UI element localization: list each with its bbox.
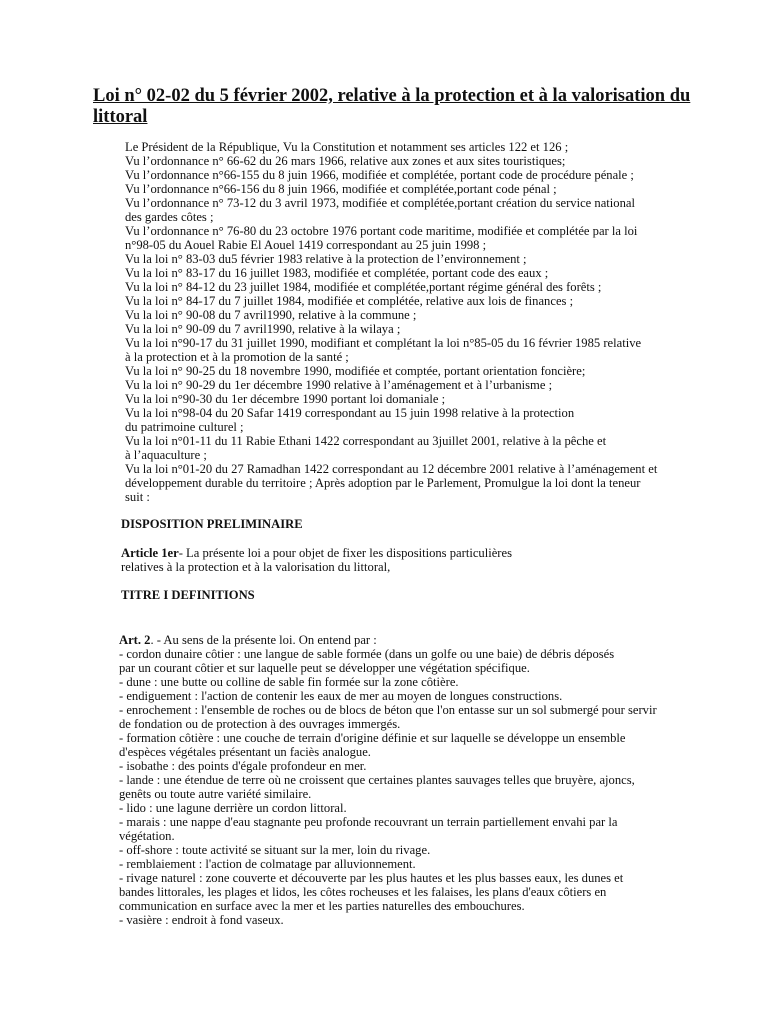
preamble-line: Vu l’ordonnance n°66-156 du 8 juin 1966, modifiée et complétée,portant code pénal ; — [125, 182, 557, 196]
preamble-line: Vu la loi n°90-30 du 1er décembre 1990 portant loi domaniale ; — [125, 392, 446, 406]
preamble-line: Vu l’ordonnance n° 66-62 du 26 mars 1966, relative aux zones et aux sites touristiques; — [125, 154, 566, 168]
article-1-label: Article 1er — [121, 546, 179, 560]
preamble-line: Vu la loi n° 83-03 du5 février 1983 relative à la protection de l’environnement ; — [125, 252, 527, 266]
definition-line: - formation côtière : une couche de terrain d'origine définie et sur laquelle se développe un ensemble — [119, 731, 626, 745]
preamble-line: Vu la loi n°90-17 du 31 juillet 1990, modifiant et complétant la loi n°85-05 du 16 février 1985 relative — [125, 336, 642, 350]
preamble-line: Le Président de la République, Vu la Constitution et notamment ses articles 122 et 126 ; — [125, 140, 569, 154]
preamble-line: Vu la loi n° 84-12 du 23 juillet 1984, modifiée et complétée,portant régime général des forêts ; — [125, 280, 602, 294]
article-1-text: relatives à la protection et à la valorisation du littoral, — [121, 560, 391, 574]
definition-line: communication en surface avec la mer et les parties naturelles des embouchures. — [119, 899, 525, 913]
definition-line: - remblaiement : l'action de colmatage par alluvionnement. — [119, 857, 416, 871]
document-title: Loi n° 02-02 du 5 février 2002, relative à la protection et à la valorisation du littoral — [93, 86, 691, 127]
preamble-line: Vu la loi n° 84-17 du 7 juillet 1984, modifiée et complétée, relative aux lois de finances ; — [125, 294, 574, 308]
preamble-line: à l’aquaculture ; — [125, 448, 207, 462]
definition-line: - lande : une étendue de terre où ne croissent que certaines plantes sauvages telles que bruyère, ajoncs, — [119, 773, 635, 787]
definition-line: - enrochement : l'ensemble de roches ou de blocs de béton que l'on entasse sur un sol submergé pour servir — [119, 703, 657, 717]
article-2-label: Art. 2 — [119, 633, 151, 647]
definition-line: - dune : une butte ou colline de sable fin formée sur la zone côtière. — [119, 675, 459, 689]
definition-line: - marais : une nappe d'eau stagnante peu profonde recouvrant un terrain partiellement envahi par la — [119, 815, 618, 829]
definition-line: bandes littorales, les plages et lidos, les côtes rocheuses et les falaises, les plans d'eaux côtiers en — [119, 885, 607, 899]
definition-line: - off-shore : toute activité se situant sur la mer, loin du rivage. — [119, 843, 431, 857]
preamble-line: Vu l’ordonnance n°66-155 du 8 juin 1966, modifiée et complétée, portant code de procédure pénale ; — [125, 168, 634, 182]
preamble-line: Vu la loi n°01-11 du 11 Rabie Ethani 1422 correspondant au 3juillet 2001, relative à la pêche et — [125, 434, 607, 448]
titre-1-heading: TITRE I DEFINITIONS — [121, 588, 255, 602]
definition-line: d'espèces végétales présentant un faciès analogue. — [119, 745, 371, 759]
definition-line: - cordon dunaire côtier : une langue de sable formée (dans un golfe ou une baie) de débris déposés — [119, 647, 615, 661]
definition-line: - vasière : endroit à fond vaseux. — [119, 913, 284, 927]
definition-line: - rivage naturel : zone couverte et découverte par les plus hautes et les plus basses eaux, les dunes et — [119, 871, 624, 885]
preamble-line: développement durable du territoire ; Après adoption par le Parlement, Promulgue la loi dont la teneur — [125, 476, 641, 490]
definition-line: végétation. — [119, 829, 175, 843]
article-1-text: - La présente loi a pour objet de fixer les dispositions particulières — [178, 546, 512, 560]
preamble-line: Vu la loi n°98-04 du 20 Safar 1419 correspondant au 15 juin 1998 relative à la protection — [125, 406, 575, 420]
definition-line: genêts ou toute autre variété similaire. — [119, 787, 312, 801]
definition-line: - endiguement : l'action de contenir les eaux de mer au moyen de longues constructions. — [119, 689, 563, 703]
preamble-line: Vu l’ordonnance n° 76-80 du 23 octobre 1976 portant code maritime, modifiée et complétée par la loi — [125, 224, 638, 238]
preamble-line: Vu la loi n° 90-08 du 7 avril1990, relative à la commune ; — [125, 308, 417, 322]
preamble-line: Vu la loi n° 90-29 du 1er décembre 1990 relative à l’aménagement et à l’urbanisme ; — [125, 378, 553, 392]
preamble-line: Vu la loi n°01-20 du 27 Ramadhan 1422 correspondant au 12 décembre 2001 relative à l’aménagement et — [125, 462, 658, 476]
preamble-line: Vu la loi n° 83-17 du 16 juillet 1983, modifiée et complétée, portant code des eaux ; — [125, 266, 549, 280]
preamble-line: des gardes côtes ; — [125, 210, 214, 224]
preamble-line: Vu l’ordonnance n° 73-12 du 3 avril 1973, modifiée et complétée,portant création du service national — [125, 196, 635, 210]
preamble-line: à la protection et à la promotion de la santé ; — [125, 350, 349, 364]
preamble-line: Vu la loi n° 90-09 du 7 avril1990, relative à la wilaya ; — [125, 322, 401, 336]
preamble-line: Vu la loi n° 90-25 du 18 novembre 1990, modifiée et comptée, portant orientation foncière; — [125, 364, 586, 378]
disposition-heading: DISPOSITION PRELIMINAIRE — [121, 517, 303, 531]
definition-line: - isobathe : des points d'égale profondeur en mer. — [119, 759, 367, 773]
preamble-line: n°98-05 du Aouel Rabie El Aouel 1419 correspondant au 25 juin 1998 ; — [125, 238, 487, 252]
article-2-intro: . - Au sens de la présente loi. On entend par : — [150, 633, 377, 647]
definition-line: de fondation ou de protection à des ouvrages immergés. — [119, 717, 401, 731]
preamble-line: du patrimoine culturel ; — [125, 420, 244, 434]
definition-line: - lido : une lagune derrière un cordon littoral. — [119, 801, 347, 815]
preamble-line: suit : — [125, 490, 150, 504]
definition-line: par un courant côtier et sur laquelle peut se développer une végétation spécifique. — [119, 661, 530, 675]
